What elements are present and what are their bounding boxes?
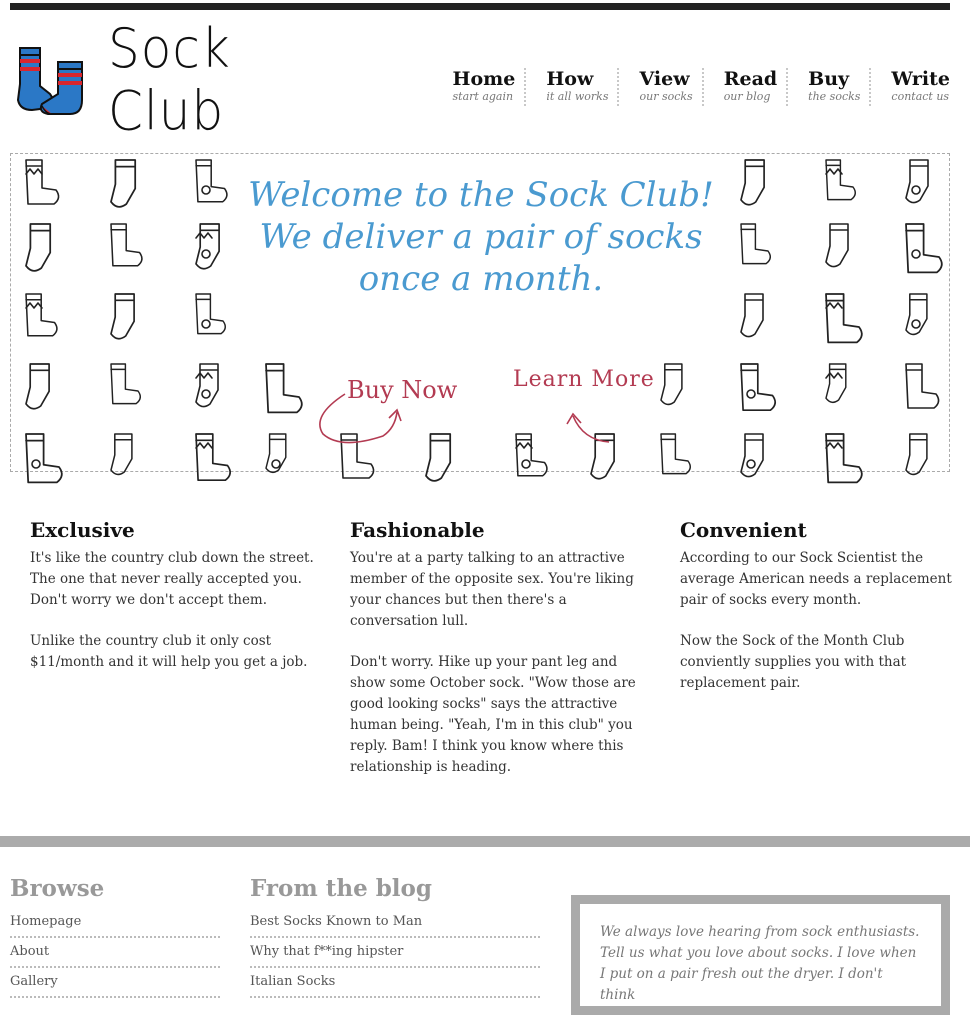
feature-paragraph: You're at a party talking to an attractive member of the opposite sex. You're liking your chances but then there's a conversation lull. xyxy=(350,550,634,629)
browse-link-homepage[interactable]: Homepage xyxy=(10,908,220,938)
top-border-bar xyxy=(10,3,950,10)
feature-paragraph: According to our Sock Scientist the average American needs a replacement pair of socks every month. xyxy=(680,550,952,608)
blog-post-link[interactable]: Why that f**ing hipster xyxy=(250,938,540,968)
nav-subtitle: our blog xyxy=(723,90,771,103)
feature-paragraph: Now the Sock of the Month Club conviently supplies you with that replacement pair. xyxy=(680,633,907,691)
main-nav xyxy=(453,68,950,106)
feature-paragraph: Don't worry. Hike up your pant leg and show some October sock. "Wow those are good looking socks" says the attractive human being. "Yeah, I'm in this club" you reply. Bam! I think you know where this relationship is heading. xyxy=(350,654,636,775)
nav-title: How xyxy=(546,68,594,90)
footer-blog xyxy=(250,875,540,998)
footer-divider xyxy=(0,836,970,847)
learn-more-link[interactable]: Learn More xyxy=(513,367,655,392)
blog-post-link[interactable]: Best Socks Known to Man xyxy=(250,908,540,938)
blog-list xyxy=(250,908,540,998)
contact-quote-box xyxy=(571,895,950,1015)
nav-subtitle: it all works xyxy=(546,90,609,103)
browse-list xyxy=(10,908,220,998)
nav-buy[interactable] xyxy=(786,68,869,106)
banner-line-1: Welcome to the Sock Club! xyxy=(248,175,714,215)
nav-write[interactable] xyxy=(869,68,950,106)
nav-title: Write xyxy=(891,68,950,90)
banner-line-3: once a month. xyxy=(358,259,604,299)
banner-line-2: We deliver a pair of socks xyxy=(259,217,703,257)
nav-subtitle: our socks xyxy=(639,90,693,103)
nav-view[interactable] xyxy=(617,68,701,106)
feature-paragraph: Unlike the country club it only cost $11/month and it will help you get a job. xyxy=(30,633,308,670)
nav-subtitle: the socks xyxy=(808,90,861,103)
nav-title: Read xyxy=(723,68,778,90)
nav-title: Home xyxy=(452,68,516,90)
contact-quote-text: We always love hearing from sock enthusiasts. Tell us what you love about socks. I love when I put on a pair fresh out the dryer. I don't think xyxy=(600,924,920,1003)
footer-browse xyxy=(10,875,220,998)
buy-now-link[interactable]: Buy Now xyxy=(347,376,458,404)
socks-logo-icon xyxy=(10,44,92,116)
browse-link-about[interactable]: About xyxy=(10,938,220,968)
nav-home[interactable] xyxy=(453,68,525,106)
feature-exclusive xyxy=(30,518,315,693)
nav-read[interactable] xyxy=(702,68,786,106)
banner-headline xyxy=(241,174,721,300)
feature-title: Fashionable xyxy=(350,518,485,542)
blog-post-link[interactable]: Italian Socks xyxy=(250,968,540,998)
footer-browse-title: Browse xyxy=(10,875,105,902)
feature-title: Convenient xyxy=(680,518,807,542)
browse-link-gallery[interactable]: Gallery xyxy=(10,968,220,998)
nav-subtitle: start again xyxy=(452,90,514,103)
logo-text: Sock Club xyxy=(108,17,231,143)
feature-title: Exclusive xyxy=(30,518,135,542)
nav-subtitle: contact us xyxy=(891,90,950,103)
nav-title: Buy xyxy=(808,68,850,90)
nav-how[interactable] xyxy=(524,68,617,106)
feature-paragraph: It's like the country club down the street. The one that never really accepted you. Don't worry we don't accept them. xyxy=(30,550,314,608)
hero-banner xyxy=(10,153,950,472)
nav-title: View xyxy=(639,68,690,90)
feature-convenient xyxy=(680,518,958,714)
footer-blog-title: From the blog xyxy=(250,875,432,902)
feature-fashionable xyxy=(350,518,638,798)
site-logo[interactable] xyxy=(10,17,330,143)
